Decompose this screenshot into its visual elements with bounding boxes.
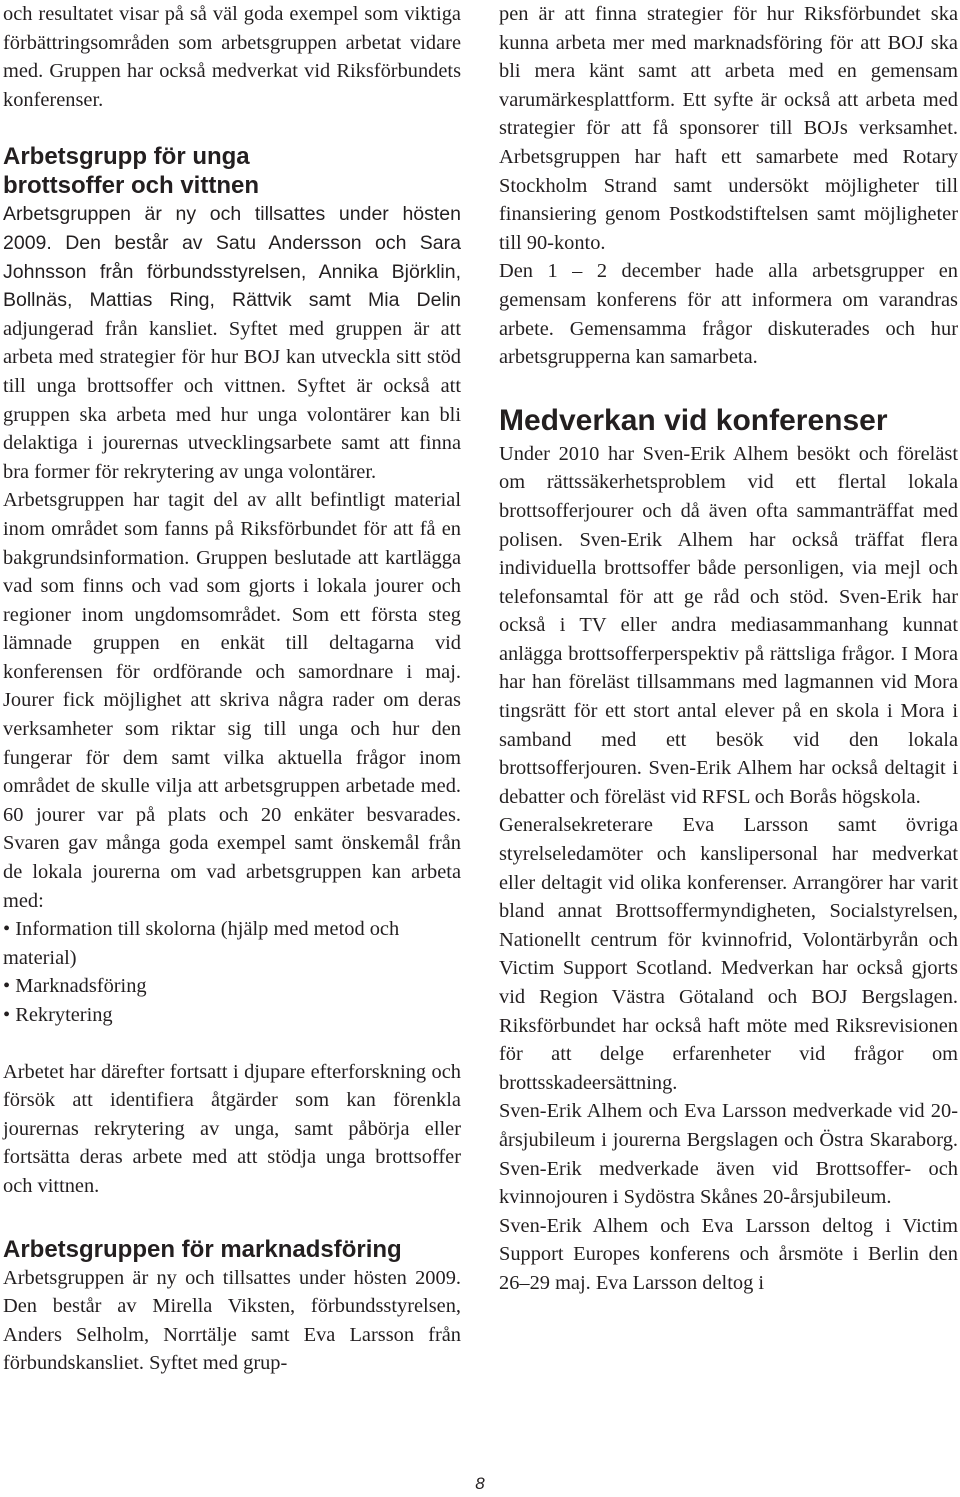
- young-victims-paragraph-2: Arbetsgruppen har tagit del av allt befintligt material inom området som fanns på Riksförbundet för att få en bakgrundsinformation. Gruppen beslutade att kartlägga vad som finns och vad som gjorts i lokala jourer och regioner inom ungdomsområdet. Som ett första steg lämnade gruppen en enkät till deltagarna vid konferensen för ordförande och samordnare i maj. Jourer fick möjlighet att skriva några rader om deras verksamheter som riktar sig till unga och hur den fungerar för dem samt vilka aktuella frågor inom området de skulle vilja att arbetsgruppen arbetade med. 60 jourer var på plats och 20 enkäter besvarades. Svaren gav många goda exempel samt önskemål från de lokala jourerna om vad arbetsgruppen kan arbeta med:: [3, 489, 461, 912]
- section-heading-marketing: Arbetsgruppen för marknadsföring: [3, 1235, 402, 1263]
- left-column: [3, 0, 461, 1378]
- section-heading-line-1: Arbetsgrupp för unga: [3, 143, 250, 171]
- conferences-paragraph-4: Sven-Erik Alhem och Eva Larsson deltog i Victim Support Europes konferens och årsmöte i Berlin den 26–29 maj. Eva Larsson deltog i: [499, 1214, 958, 1294]
- marketing-paragraph-1: Arbetsgruppen är ny och tillsattes under hösten 2009. Den består av Mirella Viksten, förbundsstyrelsen, Anders Selholm, Norrtälje samt Eva Larsson från förbundskansliet. Syftet med grup-: [3, 1266, 461, 1375]
- young-victims-members-text: Arbetsgruppen är ny och tillsattes under hösten 2009. Den består av Satu Andersson och Sara Johnsson från förbundsstyrelsen, Annika Björklin, Bollnäs, Mattias Ring, Rättvik samt Mia Delin: [3, 203, 461, 312]
- conferences-paragraph-3: Sven-Erik Alhem och Eva Larsson medverkade vid 20-årsjubileum i jourerna Bergslagen och Östra Skaraborg. Sven-Erik medverkade även vid Brottsoffer- och kvinnojouren i Sydöstra Skånes 20-årsjubileum.: [499, 1100, 958, 1209]
- young-victims-paragraph-1: [3, 200, 461, 486]
- conferences-paragraph-1: Under 2010 har Sven-Erik Alhem besökt och föreläst om rättssäkerhetsproblem vid ett flertal lokala brottsofferjourer och då även ofta sammanträffat med polisen. Sven-Erik Alhem har också träffat flera individuella brottsoffer både personligen, via mejl och telefonsamtal för att ge råd och stöd. Sven-Erik har också i TV eller andra mediasammanhang kunnat anlägga brottsofferperspektiv på rättsliga frågor. I Mora har han föreläst tillsammans med lagmannen vid Mora tingsrätt för ett stort antal elever på en skola i Mora i samband med ett besök vid den lokala brottsofferjouren. Sven-Erik Alhem har också deltagit i debatter och föreläst vid RFSL och Borås högskola.: [499, 442, 958, 808]
- conferences-heading: Medverkan vid konferenser: [499, 403, 888, 437]
- marketing-continued-paragraph-1: pen är att finna strategier för hur Riksförbundet ska kunna arbeta mer med marknadsföring för att BOJ ska bli mera känt samt att arbeta med en gemensam varumärkesplattform. Ett syfte är också att arbeta med strategier för att få sponsorer till BOJs verksamhet. Arbetsgruppen har haft ett samarbete med Rotary Stockholm Strand samt undersökt möjligheter till finansiering genom Postkodstiftelsen samt möjligheter till 90-konto.: [499, 3, 958, 254]
- right-column: [499, 0, 958, 1298]
- young-victims-paragraph-3: Arbetet har därefter fortsatt i djupare efterforskning och försök att identifiera åtgärder som kan förenkla jourernas rekrytering av unga, samt påbörja eller fortsätta deras arbete med att stödja unga brottsoffer och vittnen.: [3, 1060, 461, 1197]
- section-heading-young-victims: [3, 142, 461, 200]
- bullet-list: [3, 915, 461, 1029]
- intro-paragraph: och resultatet visar på så väl goda exempel som viktiga förbättringsområden som arbetsgruppen arbetat vidare med. Gruppen har också medverkat vid Riksförbundets konferenser.: [3, 3, 461, 111]
- page-number: 8: [475, 1474, 485, 1493]
- conferences-paragraph-2: Generalsekreterare Eva Larsson samt övriga styrelseledamöter och kanslipersonal har medverkat eller deltagit vid olika konferenser. Arrangörer har varit bland annat Brottsoffermyndigheten, Socialstyrelsen, Nationellt centrum för kvinnofrid, Volontärbyrån och Victim Support Scotland. Medverkan har också gjorts vid Region Västra Götaland och BOJ Bergslagen. Riksförbundet har också haft möte med Riksrevisionen för att delge erfarenheter vid frågor om brottsskadeersättning.: [499, 814, 958, 1094]
- marketing-continued-paragraph-2: Den 1 – 2 december hade alla arbetsgrupper en gemensam konferens för att informera om varandras arbete. Gemensamma frågor diskuterades och hur arbetsgrupperna kan samarbeta.: [499, 260, 958, 369]
- bullet-item: • Information till skolorna (hjälp med metod och material): [3, 918, 400, 969]
- section-heading-line-2: brottsoffer och vittnen: [3, 172, 259, 200]
- bullet-item: • Marknadsföring: [3, 975, 147, 998]
- bullet-item: • Rekrytering: [3, 1004, 113, 1026]
- paragraph-gap: [3, 1030, 461, 1058]
- young-victims-purpose-text: adjungerad från kansliet. Syftet med gruppen är att arbeta med strategier för hur BOJ kan utveckla sitt stöd till unga brottsoffer och vittnen. Syftet är också att gruppen ska arbeta med hur unga volontärer kan bli delaktiga i jourernas utvecklingsarbete samt att finna bra former för rekrytering av unga volontärer.: [3, 317, 461, 483]
